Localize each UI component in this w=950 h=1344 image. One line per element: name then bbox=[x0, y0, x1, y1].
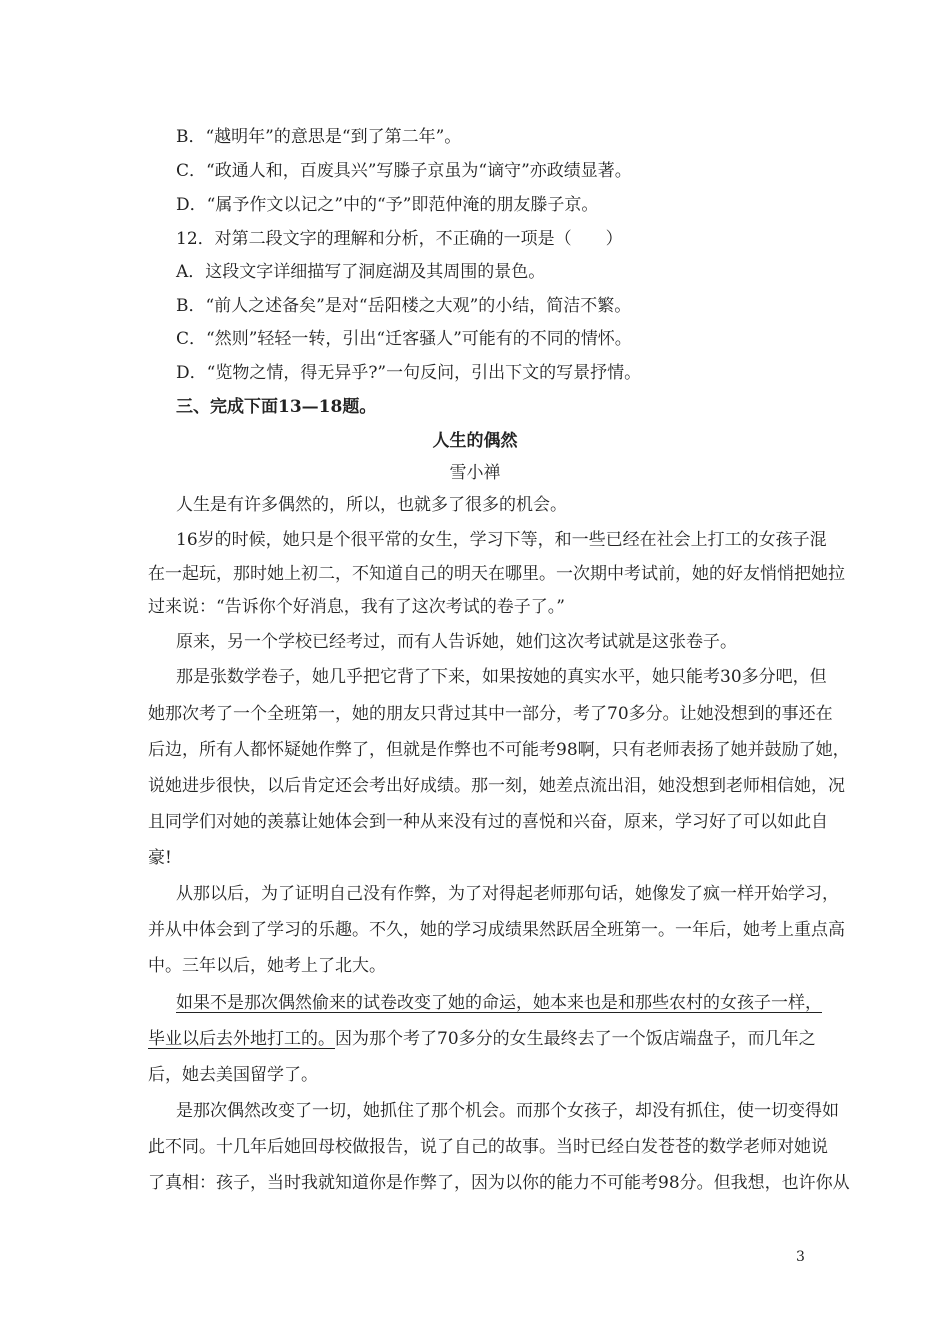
q12-option-c: C．“然则”轻轻一转，引出“迁客骚人”可能有的不同的情怀。 bbox=[176, 329, 632, 349]
underlined-sentence: 如果不是那次偶然偷来的试卷改变了她的命运，她本来也是和那些农村的女孩子一样， bbox=[176, 993, 822, 1013]
section-heading: 三、完成下面13—18题。 bbox=[176, 397, 377, 417]
paragraph-7-line: 此不同。十几年后她回母校做报告，说了自己的故事。当时已经白发苍苍的数学老师对她说 bbox=[148, 1137, 828, 1157]
paragraph-2-line: 过来说：“告诉你个好消息，我有了这次考试的卷子了。” bbox=[148, 597, 565, 617]
paragraph-5-line: 中。三年以后，她考上了北大。 bbox=[148, 956, 386, 976]
paragraph-2-line: 16岁的时候，她只是个很平常的女生，学习下等，和一些已经在社会上打工的女孩子混 bbox=[176, 530, 827, 550]
paragraph-4-line: 那是张数学卷子，她几乎把它背了下来，如果按她的真实水平，她只能考30多分吧，但 bbox=[176, 667, 827, 687]
page-number: 3 bbox=[796, 1249, 805, 1265]
paragraph-1: 人生是有许多偶然的，所以，也就多了很多的机会。 bbox=[176, 495, 567, 515]
paragraph-4-line: 后边，所有人都怀疑她作弊了，但就是作弊也不可能考98啊，只有老师表扬了她并鼓励了她， bbox=[148, 740, 850, 760]
paragraph-7-line: 了真相：孩子，当时我就知道你是作弊了，因为以你的能力不可能考98分。但我想，也许你从 bbox=[148, 1173, 850, 1193]
paragraph-6-line bbox=[148, 1028, 816, 1050]
paragraph-2-line: 在一起玩，那时她上初二，不知道自己的明天在哪里。一次期中考试前，她的好友悄悄把她拉 bbox=[148, 564, 845, 584]
q12-option-a: A．这段文字详细描写了洞庭湖及其周围的景色。 bbox=[176, 262, 546, 282]
article-author: 雪小禅 bbox=[449, 463, 501, 483]
paragraph-4-line: 她那次考了一个全班第一，她的朋友只背过其中一部分，考了70多分。让她没想到的事还在 bbox=[148, 704, 833, 724]
paragraph-5-line: 并从中体会到了学习的乐趣。不久，她的学习成绩果然跃居全班第一。一年后，她考上重点高 bbox=[148, 920, 845, 940]
q12-option-b: B．“前人之述备矣”是对“岳阳楼之大观”的小结，简洁不繁。 bbox=[176, 296, 632, 316]
paragraph-4-line: 说她进步很快，以后肯定还会考出好成绩。那一刻，她差点流出泪，她没想到老师相信她，况 bbox=[148, 776, 845, 796]
q11-option-c: C．“政通人和，百废具兴”写滕子京虽为“谪守”亦政绩显著。 bbox=[176, 161, 632, 181]
paragraph-5-line: 从那以后，为了证明自己没有作弊，为了对得起老师那句话，她像发了疯一样开始学习， bbox=[176, 884, 839, 904]
q11-option-d: D．“属予作文以记之”中的“予”即范仲淹的朋友滕子京。 bbox=[176, 195, 599, 215]
paragraph-3: 原来，另一个学校已经考过，而有人告诉她，她们这次考试就是这张卷子。 bbox=[176, 632, 737, 652]
underlined-sentence-end: 毕业以后去外地打工的。 bbox=[148, 1029, 335, 1049]
paragraph-4-line: 且同学们对她的羡慕让她体会到一种从来没有过的喜悦和兴奋，原来，学习好了可以如此自 bbox=[148, 812, 828, 832]
paragraph-4-line: 豪! bbox=[148, 848, 172, 868]
article-title: 人生的偶然 bbox=[432, 431, 518, 451]
paragraph-6-text: 因为那个考了70多分的女生最终去了一个饭店端盘子，而几年之 bbox=[335, 1029, 816, 1049]
q12-question: 12．对第二段文字的理解和分析，不正确的一项是（ ） bbox=[176, 229, 623, 249]
paragraph-7-line: 是那次偶然改变了一切，她抓住了那个机会。而那个女孩子，却没有抓住，使一切变得如 bbox=[176, 1101, 839, 1121]
q12-option-d: D．“览物之情，得无异乎?”一句反问，引出下文的写景抒情。 bbox=[176, 363, 642, 383]
q11-option-b: B．“越明年”的意思是“到了第二年”。 bbox=[176, 127, 462, 147]
paragraph-6-line: 后，她去美国留学了。 bbox=[148, 1065, 318, 1085]
